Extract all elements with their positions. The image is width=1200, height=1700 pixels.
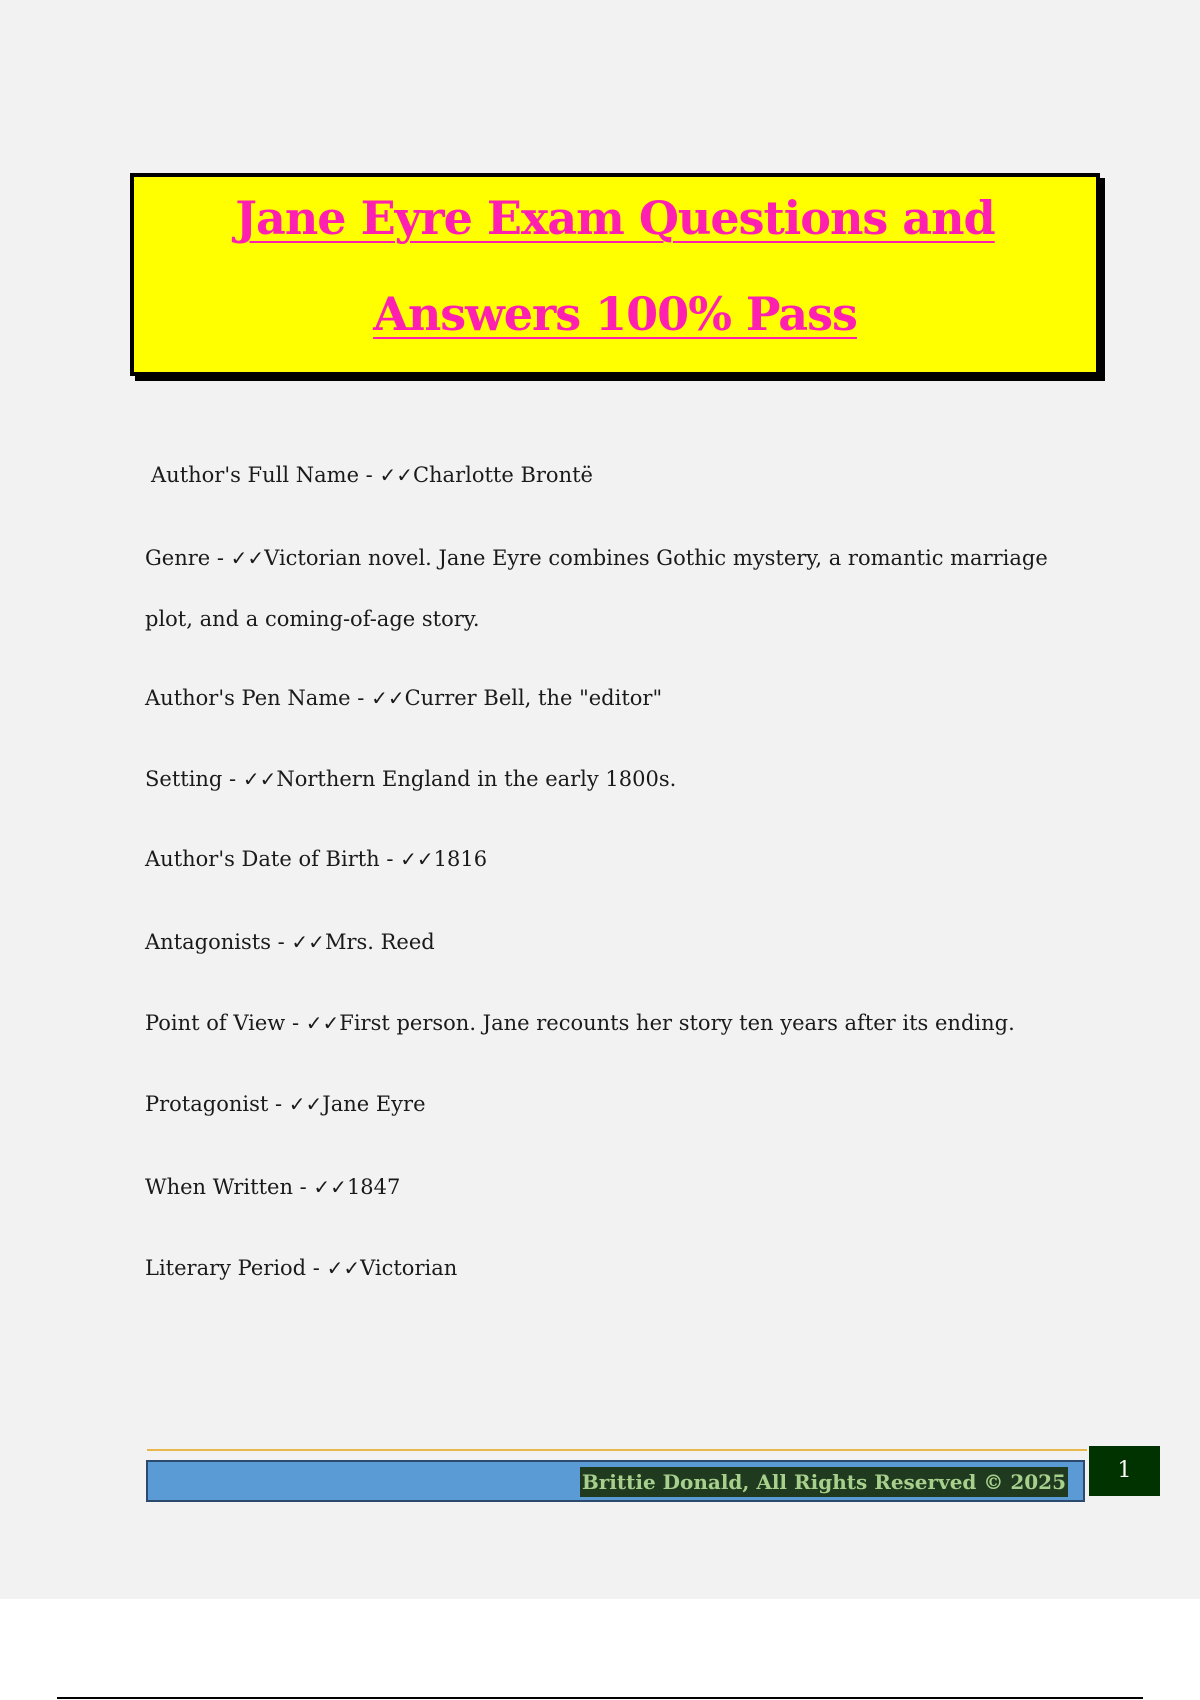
- double-check-icon: ✓✓: [313, 1175, 347, 1199]
- answer-text: Currer Bell, the "editor": [404, 686, 663, 710]
- answer-text: 1847: [346, 1175, 401, 1199]
- double-check-icon: ✓✓: [400, 847, 434, 871]
- answer-text: Victorian: [360, 1256, 458, 1280]
- qa-item-literary-period: [145, 1238, 1105, 1299]
- question-label: Author's Full Name -: [151, 463, 380, 487]
- question-label: Genre -: [145, 546, 231, 570]
- qa-item-setting: [145, 749, 1105, 810]
- double-check-icon: ✓✓: [230, 546, 265, 570]
- qa-item-author-full-name: [151, 445, 1111, 506]
- question-label: Author's Pen Name -: [145, 686, 372, 710]
- answer-text: First person. Jane recounts her story ten years after its ending.: [339, 1011, 1015, 1035]
- double-check-icon: ✓✓: [288, 1092, 323, 1116]
- double-check-icon: ✓✓: [326, 1256, 361, 1280]
- question-label: Literary Period -: [145, 1256, 327, 1280]
- qa-item-author-pen-name: [145, 668, 1105, 729]
- qa-item-genre: [145, 528, 1085, 650]
- double-check-icon: ✓✓: [305, 1011, 340, 1035]
- answer-text: Mrs. Reed: [324, 930, 435, 954]
- double-check-icon: ✓✓: [379, 463, 413, 487]
- question-label: When Written -: [145, 1175, 314, 1199]
- answer-text: Victorian novel. Jane Eyre combines Gothic mystery, a romantic marriage plot, and a coming-of-age story.: [145, 546, 1048, 631]
- document-title-line-2: Answers 100% Pass: [373, 287, 857, 341]
- page-number: 1: [1089, 1446, 1160, 1496]
- double-check-icon: ✓✓: [291, 930, 325, 954]
- qa-item-author-date-of-birth: [145, 829, 1105, 890]
- document-title-line-1: Jane Eyre Exam Questions and: [235, 191, 995, 245]
- answer-text: Northern England in the early 1800s.: [276, 767, 677, 791]
- answer-text: 1816: [433, 847, 488, 871]
- question-label: Protagonist -: [145, 1092, 289, 1116]
- qa-item-protagonist: [145, 1074, 1105, 1135]
- answer-text: Charlotte Brontë: [412, 463, 593, 487]
- footer-bar: [146, 1460, 1085, 1502]
- question-label: Antagonists -: [145, 930, 292, 954]
- qa-item-when-written: [145, 1157, 1105, 1218]
- double-check-icon: ✓✓: [371, 686, 405, 710]
- answer-text: Jane Eyre: [322, 1092, 426, 1116]
- question-label: Setting -: [145, 767, 243, 791]
- footer-copyright: Brittie Donald, All Rights Reserved © 2025: [580, 1467, 1068, 1497]
- question-label: Author's Date of Birth -: [145, 847, 401, 871]
- title-banner: [130, 173, 1100, 376]
- page-bottom-divider: [57, 1697, 1143, 1699]
- double-check-icon: ✓✓: [242, 767, 277, 791]
- qa-item-antagonists: [145, 912, 1105, 973]
- question-label: Point of View -: [145, 1011, 306, 1035]
- qa-item-point-of-view: [145, 993, 1105, 1054]
- footer-rule: [147, 1449, 1087, 1451]
